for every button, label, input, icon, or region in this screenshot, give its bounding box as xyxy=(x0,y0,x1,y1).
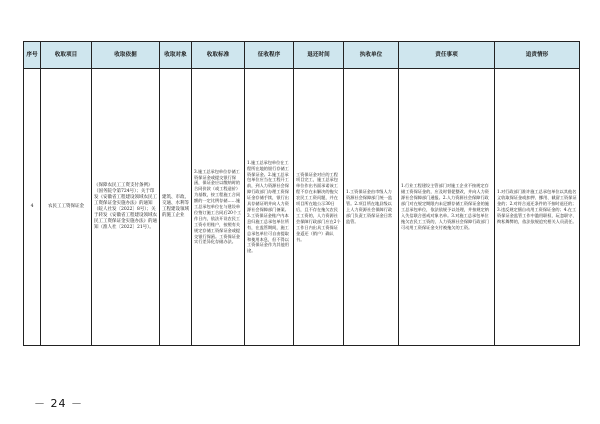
cell-accountability: 1.对行政部门准许施工总承包单位以其他名义收取保证金或扣押、挪用、截留工资保证金的；2.对符合退还条件的不按时退还的；3.违反规定擅自动用工资保证金的；4.在工资保证金监管工作中滥用职权、玩忽职守、徇私舞弊的，依法依规追究相关人员责任。 xyxy=(495,69,580,346)
header-executor: 执收单位 xyxy=(344,42,399,69)
header-target: 收取对象 xyxy=(160,42,192,69)
header-duties: 责任事项 xyxy=(399,42,495,69)
header-standard: 收取标准 xyxy=(192,42,245,69)
header-no: 序号 xyxy=(24,42,41,69)
cell-executor: 1.工资保证金由市级人力资源社会保障部门统一监管。2.项目所在地县级以上人力资源社会保障行政部门负责工资保证金日常监管。 xyxy=(344,69,399,346)
cell-target: 建筑、市政、交通、水利等工程建设领域的施工企业 xyxy=(160,69,192,346)
cell-duties: 1.行业工程建设主管部门对施工企业不按规定存储工资保证金的，应及时督促整改，并向人力资源社会保障部门通报。2.人力资源社会保障行政部门对在规定期限内未足额存储工资保证金的施工总承包单位，依法依规予以处理，并按规定纳入失信联合惩戒对象名单。3.对施工总承包单位拖欠农民工工资的，人力资源社会保障行政部门可动用工资保证金支付被拖欠的工资。 xyxy=(399,69,495,346)
header-procedure: 征收程序 xyxy=(245,42,294,69)
fee-table xyxy=(23,41,580,346)
cell-basis: 《保障农民工工资支付条例》（国务院令第724号）；关于印发《安徽省工程建设领域农民工工资保证金实施办法》的通知（皖人社发〔2022〕8号）；关于转发《安徽省工程建设领域农民工工资保证金实施办法》的通知（淮人社〔2022〕21号）。 xyxy=(92,69,160,346)
header-refund-time: 退还时间 xyxy=(294,42,344,69)
header-accountability: 追责情形 xyxy=(495,42,580,69)
cell-standard: 3.施工总承包单位存储工资保证金或提交银行保函，保证金应以缴纳时的合同价款（或工程造价）为基数，按工程施工合同额的一定比例存储……施工总承包单位在与建设单位签订施工合同后20个工作日内，依法开设农民工工资专用账户，按照有关规定存储工资保证金或提交银行保函。工资保证金实行差异化存储办法。 xyxy=(192,69,245,346)
cell-refund-time: 工资保证金对应的工程项目完工，施工总承包单位作出书面承诺该工程不存在未解决的拖欠农民工工资问题，并在项目所在地公示30日后，且不存在拖欠农民工工资的，人力资源社会保障行政部门应在2个工作日内出具工资保证金返还（销户）确认书。 xyxy=(294,69,344,346)
cell-no: 4 xyxy=(24,69,41,346)
header-basis: 收取依据 xyxy=(92,42,160,69)
table-row xyxy=(24,69,580,346)
header-item: 收取项目 xyxy=(41,42,92,69)
table-header-row xyxy=(24,42,580,69)
cell-procedure: 1.施工总承包单位在工程所在地的银行存储工资保证金。2.施工总承包单位应当在工程开工前，到人力资源社会保障行政部门办理工资保证金存储手续，银行出具存储证明并向人力资源社会保障部门备案。3.工资保证金账户内本息归施工总承包单位所有，在监管期间，施工总承包单位可自由提取和使用本息，但不得以工资保证金作为其他用途。 xyxy=(245,69,294,346)
cell-item: 农民工工资保证金 xyxy=(41,69,92,346)
page-number: － 24 － xyxy=(34,397,83,410)
